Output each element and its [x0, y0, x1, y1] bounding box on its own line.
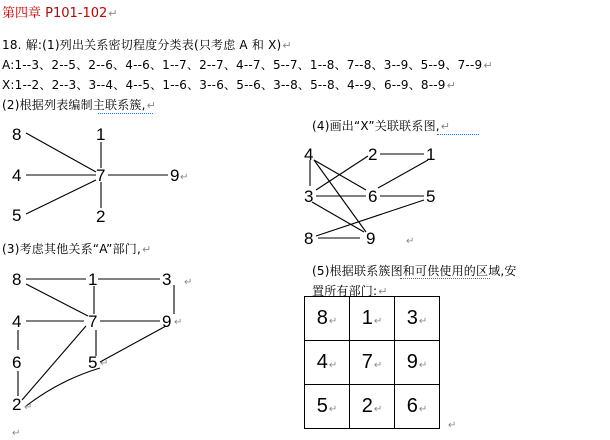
node: 1 — [96, 125, 106, 144]
svg-text:↵: ↵ — [174, 317, 183, 328]
node: 5 — [426, 187, 436, 206]
grid-cell: 2↵ — [350, 385, 395, 429]
node: 2 — [12, 395, 22, 414]
node: 5 — [12, 206, 22, 225]
grid-cell: 3↵ — [395, 297, 440, 341]
grid-cell: 1↵ — [350, 297, 395, 341]
step5-label-line2: 置所有部门:↵ — [312, 284, 388, 298]
svg-text:↵: ↵ — [24, 402, 33, 413]
solution-heading: 18. 解:(1)列出关系密切程度分类表(只考虑 A 和 X)↵ — [2, 38, 292, 52]
node: 9 — [366, 229, 376, 248]
node: 6 — [368, 187, 378, 206]
node: 8 — [12, 125, 22, 144]
node: 4 — [304, 145, 314, 164]
chapter-title: 第四章 P101-102↵ — [2, 6, 118, 21]
svg-text:↵: ↵ — [12, 428, 21, 439]
x-relations-row: X:1--2、2--3、3--4、4--5、1--6、3--6、5--6、3--8、5--8、4--9、6--9、8--9↵ — [2, 78, 457, 92]
grid-cell: 4↵ — [305, 341, 350, 385]
node: 5 — [88, 353, 98, 372]
department-layout-grid — [304, 296, 440, 429]
svg-text:↵: ↵ — [406, 236, 415, 247]
grid-cell: 8↵ — [305, 297, 350, 341]
node: 4 — [12, 312, 22, 331]
a-relations-row: A:1--3、2--5、2--6、4--6、1--7、2--7、4--7、5--7、1--8、7--8、3--9、5--9、7--9↵ — [2, 58, 493, 72]
node: 9 — [170, 166, 180, 185]
node: 1 — [88, 270, 98, 289]
node: 7 — [88, 312, 98, 331]
paragraph-mark: ↵ — [448, 420, 457, 431]
svg-text:↵: ↵ — [100, 358, 109, 369]
step2-label: (2)根据列表编制主联系簇,↵ — [2, 98, 157, 112]
grid-cell: 9↵ — [395, 341, 440, 385]
node: 3 — [304, 187, 314, 206]
node: 2 — [96, 207, 106, 226]
node: 8 — [12, 270, 22, 289]
grid-cell: 7↵ — [350, 341, 395, 385]
svg-text:↵: ↵ — [180, 172, 189, 183]
node: 7 — [96, 166, 106, 185]
step5-label-line1: (5)根据联系簇图和可供使用的区域,安 — [312, 264, 517, 278]
node: 1 — [426, 145, 436, 164]
node: 8 — [304, 229, 314, 248]
node: 6 — [12, 353, 22, 372]
grid-cell: 5↵ — [305, 385, 350, 429]
node: 4 — [12, 166, 22, 185]
svg-text:↵: ↵ — [184, 277, 193, 288]
grid-cell: 6↵ — [395, 385, 440, 429]
node: 3 — [162, 270, 172, 289]
node: 9 — [162, 312, 172, 331]
node: 2 — [368, 145, 378, 164]
step3-label: (3)考虑其他关系“A”部门,↵ — [2, 242, 152, 256]
step4-label: (4)画出“X”关联联系图,↵ — [312, 119, 451, 133]
